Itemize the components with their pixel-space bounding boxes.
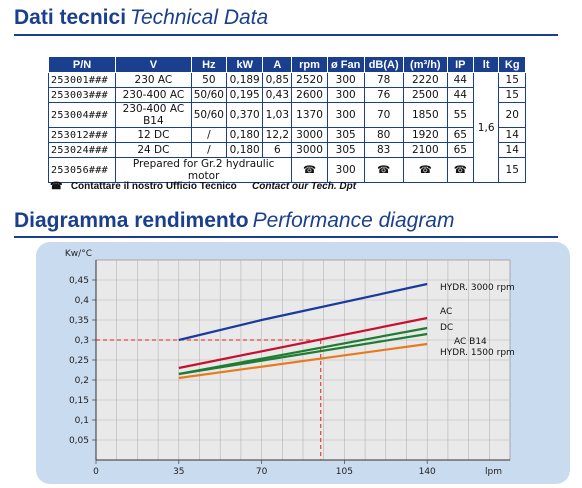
cell-db: 83: [364, 143, 403, 158]
cell-flow: 2220: [403, 73, 447, 88]
phone-icon: ☎: [447, 158, 473, 183]
cell-flow: 2100: [403, 143, 447, 158]
contact-text-it: Contattare il nostro Ufficio Tecnico: [70, 181, 237, 192]
y-tick-label: 0,2: [74, 376, 89, 386]
technical-title-it: Dati tecnici: [14, 6, 127, 29]
technical-data-title: [14, 6, 268, 30]
y-tick-label: 0,25: [68, 356, 89, 366]
table-row: [49, 143, 526, 158]
header-ip: IP: [447, 57, 473, 73]
cell-voltage: 230-400 AC: [116, 88, 192, 103]
table-row: [49, 128, 526, 143]
y-tick-label: 0,4: [74, 296, 89, 306]
cell-kw: 0,189: [226, 73, 262, 88]
cell-db: 78: [364, 73, 403, 88]
y-axis-label: Kw/°C: [64, 249, 92, 259]
series-label-dc: DC: [440, 323, 454, 333]
cell-kg: 20: [499, 103, 526, 128]
header-voltage: V: [116, 57, 192, 73]
cell-pn: 253024###: [49, 143, 116, 158]
cell-amps: 0,43: [263, 88, 292, 103]
phone-icon: ☎: [292, 158, 328, 183]
technical-title-en: Technical Data: [130, 6, 269, 29]
table-row: [49, 158, 526, 183]
cell-fan: 300: [327, 158, 364, 183]
cell-amps: 6: [263, 143, 292, 158]
cell-amps: 1,03: [263, 103, 292, 128]
cell-rpm: 2600: [292, 88, 328, 103]
cell-voltage: 12 DC: [116, 128, 192, 143]
header-lt: lt: [473, 57, 499, 73]
cell-pn: 253001###: [49, 73, 116, 88]
x-axis-label: lpm: [485, 467, 502, 477]
y-tick-label: 0,05: [68, 436, 89, 446]
cell-kg: 14: [499, 128, 526, 143]
x-tick-label: 35: [173, 467, 185, 477]
header-fan: ø Fan: [327, 57, 364, 73]
cell-hydraulic-note: Prepared for Gr.2 hydraulic motor: [116, 158, 292, 183]
cell-kw: 0,370: [226, 103, 262, 128]
series-label-hydr-1500: HYDR. 1500 rpm: [440, 348, 515, 358]
cell-fan: 305: [327, 143, 364, 158]
table-row: [49, 88, 526, 103]
cell-hz: 50/60: [191, 88, 226, 103]
cell-ip: 65: [447, 128, 473, 143]
x-tick-label: 140: [418, 467, 436, 477]
series-label-ac: AC: [440, 307, 453, 317]
cell-ip: 44: [447, 73, 473, 88]
cell-kw: 0,180: [226, 143, 262, 158]
y-tick-label: 0,35: [68, 316, 89, 326]
y-tick-label: 0,15: [68, 396, 89, 406]
cell-flow: 2500: [403, 88, 447, 103]
header-db: dB(A): [364, 57, 403, 73]
cell-db: 76: [364, 88, 403, 103]
y-tick-label: 0,3: [74, 336, 89, 346]
cell-kw: 0,180: [226, 128, 262, 143]
header-pn: P/N: [49, 57, 116, 73]
phone-icon: ☎: [50, 181, 63, 192]
cell-voltage: 24 DC: [116, 143, 192, 158]
cell-ip: 55: [447, 103, 473, 128]
performance-title-rule: [14, 236, 558, 238]
cell-hz: /: [191, 128, 226, 143]
cell-kg: 15: [499, 88, 526, 103]
cell-ip: 65: [447, 143, 473, 158]
y-tick-label: 0,1: [74, 416, 89, 426]
x-tick-label: 0: [93, 467, 99, 477]
cell-fan: 300: [327, 103, 364, 128]
cell-lt: 1,6: [473, 73, 499, 183]
series-label-ac-b14: AC B14: [454, 337, 487, 347]
cell-flow: 1920: [403, 128, 447, 143]
cell-kg: 14: [499, 143, 526, 158]
y-tick-label: 0,45: [68, 276, 89, 286]
header-flow: (m³/h): [403, 57, 447, 73]
header-hz: Hz: [191, 57, 226, 73]
cell-voltage: 230-400 AC B14: [116, 103, 192, 128]
performance-title: [14, 209, 454, 233]
cell-pn: 253056###: [49, 158, 116, 183]
header-amps: A: [263, 57, 292, 73]
cell-hz: 50/60: [191, 103, 226, 128]
cell-amps: 12,2: [263, 128, 292, 143]
cell-hz: 50: [191, 73, 226, 88]
cell-db: 80: [364, 128, 403, 143]
cell-rpm: 3000: [292, 143, 328, 158]
cell-pn: 253012###: [49, 128, 116, 143]
performance-title-it: Diagramma rendimento: [14, 209, 249, 232]
table-row: [49, 73, 526, 88]
phone-icon: ☎: [403, 158, 447, 183]
table-row: [49, 103, 526, 128]
cell-rpm: 3000: [292, 128, 328, 143]
cell-pn: 253003###: [49, 88, 116, 103]
contact-note-it: [50, 181, 237, 192]
header-kw: kW: [226, 57, 262, 73]
cell-rpm: 1370: [292, 103, 328, 128]
cell-fan: 300: [327, 88, 364, 103]
cell-fan: 305: [327, 128, 364, 143]
performance-title-en: Performance diagram: [252, 209, 455, 232]
cell-fan: 300: [327, 73, 364, 88]
header-kg: Kg: [499, 57, 526, 73]
cell-rpm: 2520: [292, 73, 328, 88]
cell-flow: 1850: [403, 103, 447, 128]
performance-chart: [36, 242, 570, 484]
technical-data-table: [48, 56, 526, 183]
cell-pn: 253004###: [49, 103, 116, 128]
table-header-row: [49, 57, 526, 73]
cell-amps: 0,85: [263, 73, 292, 88]
cell-hz: /: [191, 143, 226, 158]
contact-note-en: Contact our Tech. Dpt: [252, 181, 357, 192]
cell-kg: 15: [499, 158, 526, 183]
series-label-hydr-3000: HYDR. 3000 rpm: [440, 283, 515, 293]
technical-title-rule: [14, 34, 558, 36]
header-rpm: rpm: [292, 57, 328, 73]
cell-ip: 44: [447, 88, 473, 103]
phone-icon: ☎: [364, 158, 403, 183]
cell-kw: 0,195: [226, 88, 262, 103]
x-tick-label: 70: [255, 467, 268, 477]
cell-kg: 15: [499, 73, 526, 88]
cell-db: 70: [364, 103, 403, 128]
cell-voltage: 230 AC: [116, 73, 192, 88]
performance-chart-panel: [36, 242, 570, 484]
x-tick-label: 105: [335, 467, 353, 477]
